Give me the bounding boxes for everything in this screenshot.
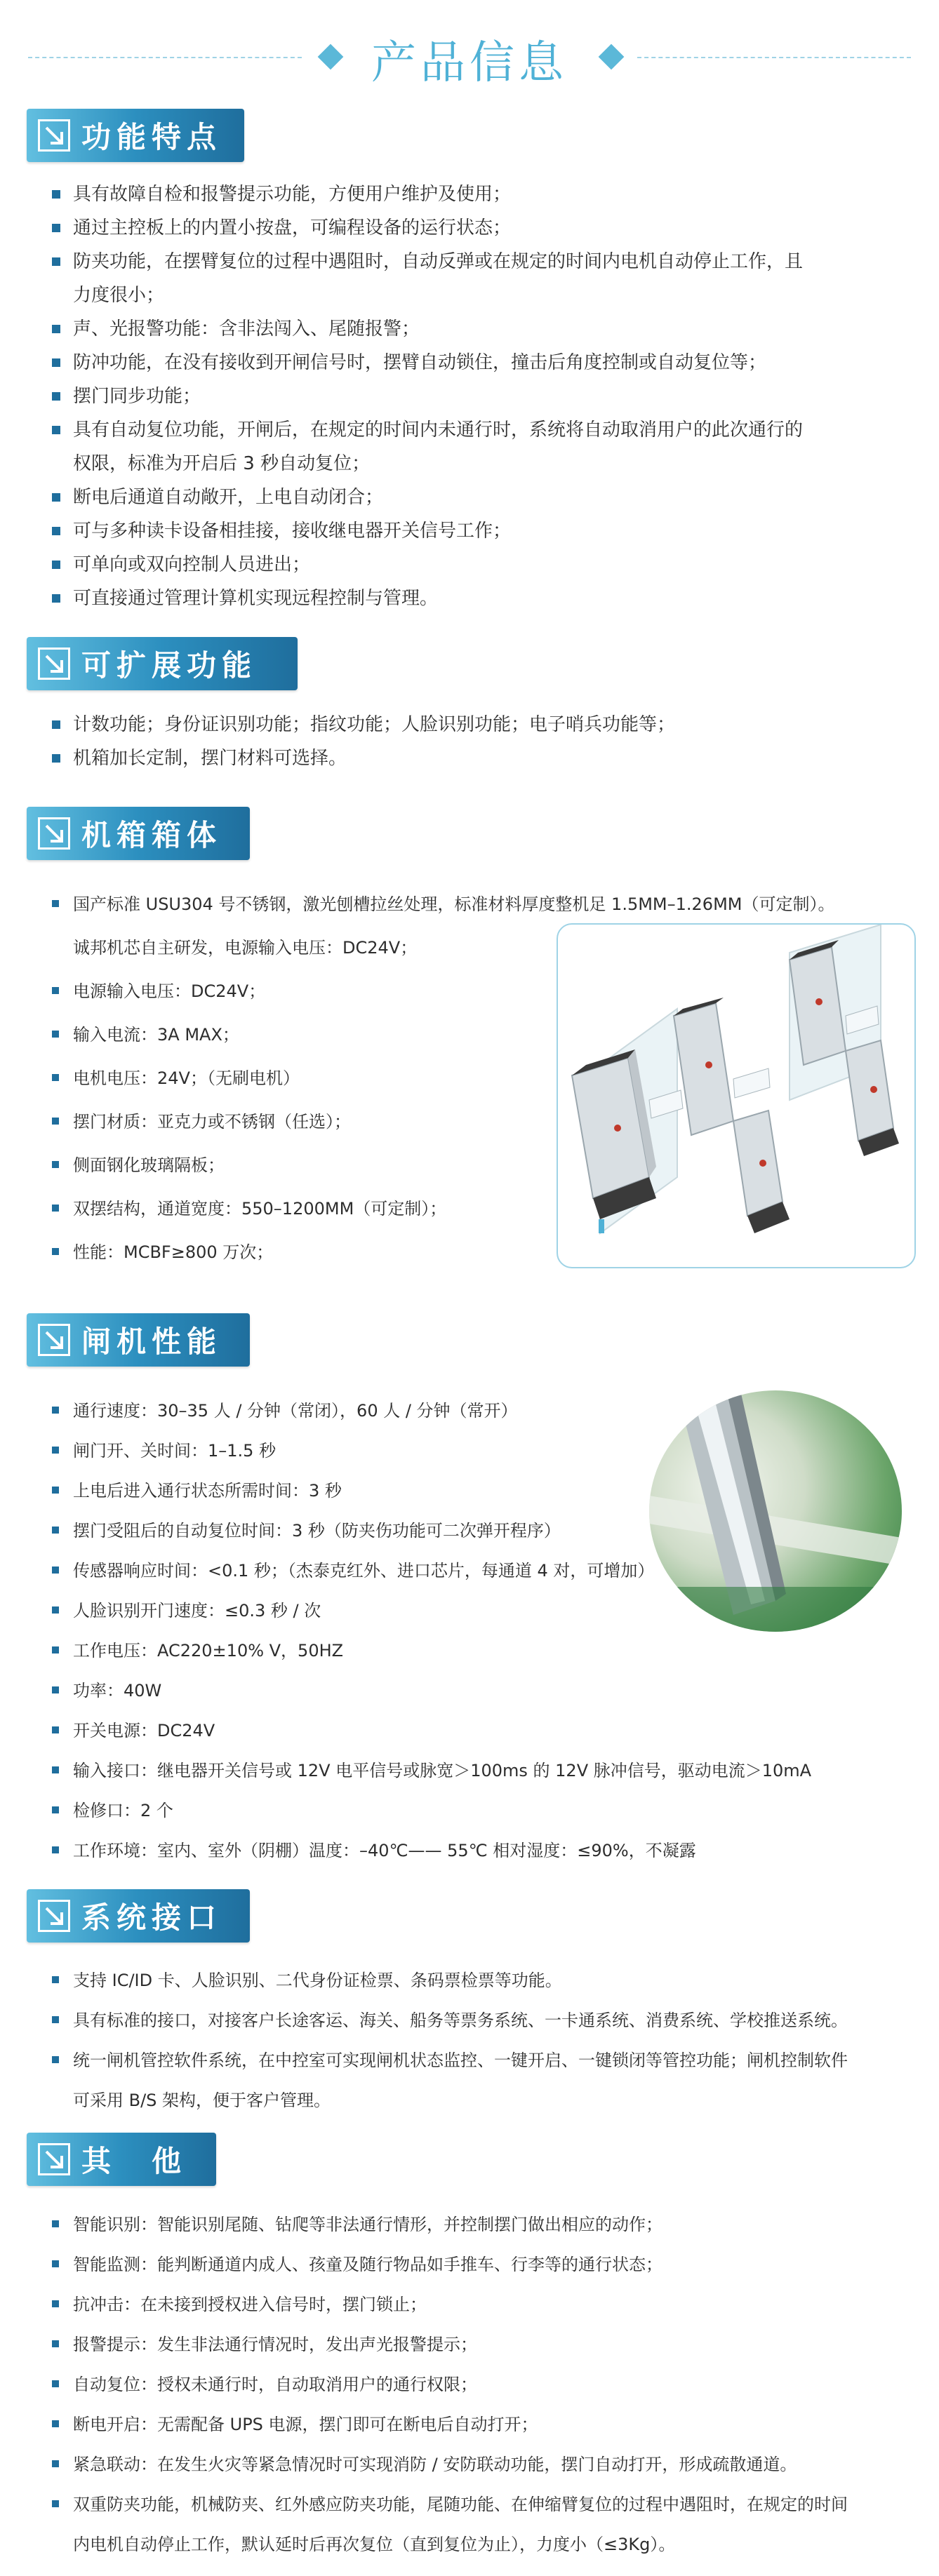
section-title: 其 他 xyxy=(81,2144,187,2178)
turnstile-illustration xyxy=(558,925,914,1267)
bullet xyxy=(52,1976,59,1983)
bullet xyxy=(52,257,60,266)
bullet xyxy=(52,900,59,907)
arrow-down-right-icon xyxy=(38,1324,70,1356)
bullet xyxy=(52,1248,59,1255)
page-header xyxy=(0,0,939,119)
section-title: 功能特点 xyxy=(81,120,222,154)
bullet xyxy=(52,1766,59,1773)
bullet xyxy=(52,1074,59,1081)
bullet xyxy=(52,2460,59,2467)
arrow-down-right-icon xyxy=(38,817,70,850)
bullet xyxy=(52,1527,59,1534)
bullet xyxy=(52,1686,59,1693)
header-dashed-line-right xyxy=(637,57,911,58)
bullet xyxy=(52,987,59,994)
bullet xyxy=(52,1205,59,1212)
bullet xyxy=(52,190,60,199)
bullet xyxy=(52,1407,59,1414)
bullet xyxy=(52,1846,59,1853)
bullet xyxy=(52,358,60,367)
section-title: 闸机性能 xyxy=(81,1324,222,1359)
bullet xyxy=(52,2220,59,2227)
arrow-down-right-icon xyxy=(38,119,70,152)
section-header xyxy=(27,2133,216,2186)
bullet xyxy=(52,224,60,232)
bullet xyxy=(52,1487,59,1494)
bullet xyxy=(52,1447,59,1454)
page-title: 产品信息 xyxy=(371,37,568,89)
bullet xyxy=(52,426,60,434)
flap-detail-image xyxy=(649,1390,902,1632)
diamond-icon xyxy=(599,44,625,70)
bullet xyxy=(52,527,60,535)
bullet xyxy=(52,2420,59,2427)
diamond-icon xyxy=(318,44,344,70)
bullet xyxy=(52,2300,59,2307)
bullet xyxy=(52,2340,59,2347)
section-title: 可扩展功能 xyxy=(81,648,258,683)
bullet xyxy=(52,1161,59,1168)
bullet xyxy=(52,1031,59,1038)
bullet xyxy=(52,1646,59,1653)
bullet xyxy=(52,1606,59,1614)
arrow-down-right-icon xyxy=(38,648,70,680)
bullet xyxy=(52,325,60,333)
section-title: 机箱箱体 xyxy=(81,818,222,852)
arrow-down-right-icon xyxy=(38,2143,70,2175)
bullet xyxy=(52,594,60,603)
section-header xyxy=(27,109,244,162)
flap-detail-illustration xyxy=(649,1390,902,1632)
bullet xyxy=(52,561,60,569)
section-header xyxy=(27,807,250,860)
bullet xyxy=(52,1806,59,1813)
section-header xyxy=(27,1313,250,1367)
bullet xyxy=(52,1567,59,1574)
bullet xyxy=(52,2260,59,2267)
bullet xyxy=(52,1726,59,1733)
header-dashed-line-left xyxy=(28,57,302,58)
section-header xyxy=(27,637,298,690)
turnstile-product-image xyxy=(557,923,916,1268)
bullet xyxy=(52,2380,59,2387)
bullet xyxy=(52,493,60,502)
arrow-down-right-icon xyxy=(38,1900,70,1932)
bullet xyxy=(52,2500,59,2507)
bullet xyxy=(52,2056,59,2063)
bullet xyxy=(52,392,60,401)
bullet xyxy=(52,720,60,729)
section-title: 系统接口 xyxy=(81,1900,222,1935)
bullet xyxy=(52,754,60,763)
bullet xyxy=(52,2016,59,2023)
section-header xyxy=(27,1889,250,1943)
bullet xyxy=(52,1118,59,1125)
